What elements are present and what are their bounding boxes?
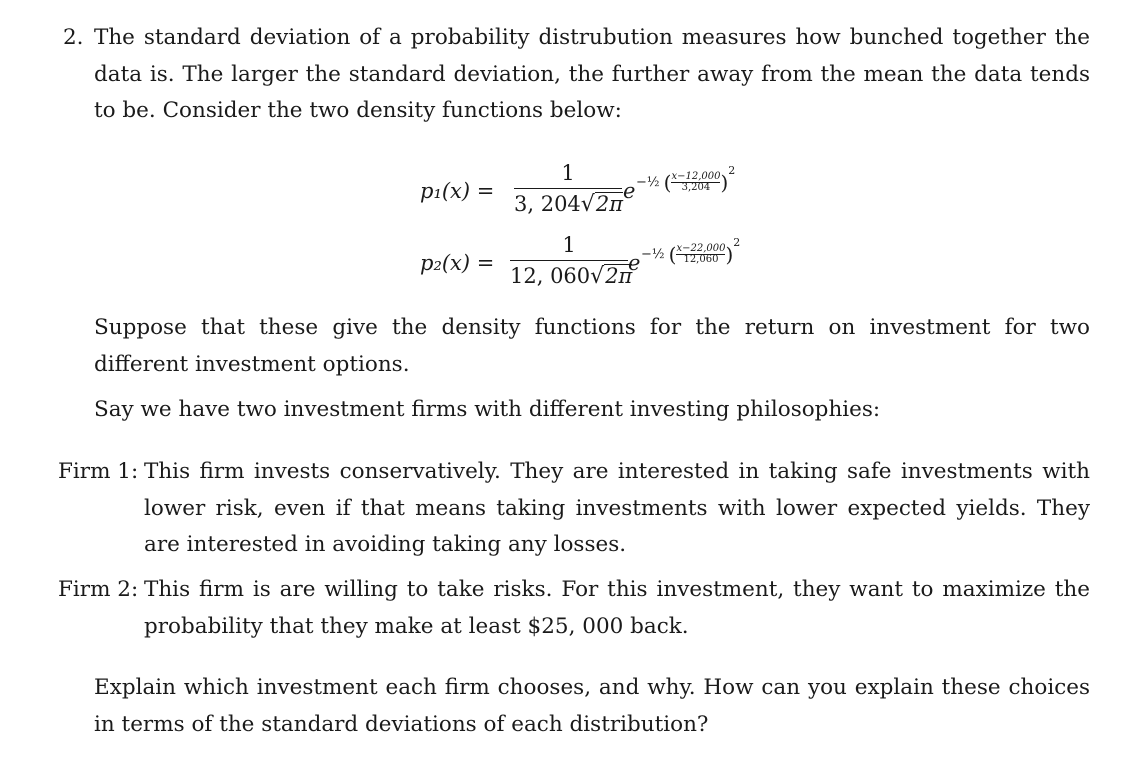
exponent-numerator: x−12,000 bbox=[671, 171, 721, 182]
exponent-fraction bbox=[671, 172, 720, 193]
explain-paragraph: Explain which investment each firm chooses, and why. How can you explain these choices in terms of the standard deviations of each distribution? bbox=[94, 675, 1090, 737]
sqrt-argument: 2π bbox=[605, 264, 633, 288]
problem-number: 2. bbox=[63, 25, 84, 50]
fraction-numerator: 1 bbox=[562, 233, 576, 257]
exponent-power: 2 bbox=[728, 164, 736, 177]
suppose-paragraph: Suppose that these give the density functions for the return on investment for two different investment options. bbox=[94, 315, 1090, 377]
denominator-coefficient: 12, 060 bbox=[510, 264, 591, 288]
exponent-power: 2 bbox=[733, 236, 741, 249]
firm-description: This firm invests conservatively. They are interested in taking safe investments with lower risk, even if that means taking investments with lower expected yields. They are interested in avoiding taking any losses. bbox=[144, 459, 1090, 557]
exponent-numerator: x−22,000 bbox=[676, 243, 726, 254]
exponent-coefficient: −½ bbox=[641, 247, 665, 262]
equation-fraction bbox=[514, 160, 622, 217]
exponent: −½ ( $\frac{x-22,000}{12,060}$ )$^2$ bbox=[641, 236, 741, 267]
density-equation-p2 bbox=[420, 232, 800, 302]
density-equation-p1 bbox=[420, 160, 800, 230]
say-paragraph: Say we have two investment firms with different investing philosophies: bbox=[94, 397, 881, 422]
exponential-base: e bbox=[628, 251, 641, 275]
fraction-denominator: 3, 204√2π bbox=[514, 192, 623, 217]
fraction-denominator: 12, 060√2π bbox=[510, 264, 633, 289]
intro-paragraph: The standard deviation of a probability distrubution measures how bunched together the data is. The larger the standard deviation, the further away from the mean the data tends to be. Consider the two density functions below: bbox=[94, 25, 1090, 123]
firm-description: This firm is are willing to take risks. For this investment, they want to maximize the probability that they make at least $25, 000 back. bbox=[144, 577, 1090, 639]
denominator-coefficient: 3, 204 bbox=[514, 192, 581, 216]
firm-label: Firm 1: bbox=[58, 459, 139, 484]
exponential-base: e bbox=[623, 179, 636, 203]
firm-label: Firm 2: bbox=[58, 577, 139, 602]
exponent-coefficient: −½ bbox=[636, 175, 660, 190]
exponent: −½ ( $\frac{x-12,000}{3,204}$ )$^2$ bbox=[636, 164, 736, 195]
equation-lhs: p₂(x) = bbox=[420, 251, 495, 275]
fraction-numerator: 1 bbox=[561, 161, 575, 185]
exponent-fraction bbox=[676, 244, 725, 265]
equation-fraction bbox=[510, 232, 633, 289]
equation-lhs: p₁(x) = bbox=[420, 179, 495, 203]
exponent-denominator: 12,060 bbox=[683, 254, 719, 265]
exponent-denominator: 3,204 bbox=[681, 182, 711, 193]
sqrt-argument: 2π bbox=[595, 192, 623, 216]
